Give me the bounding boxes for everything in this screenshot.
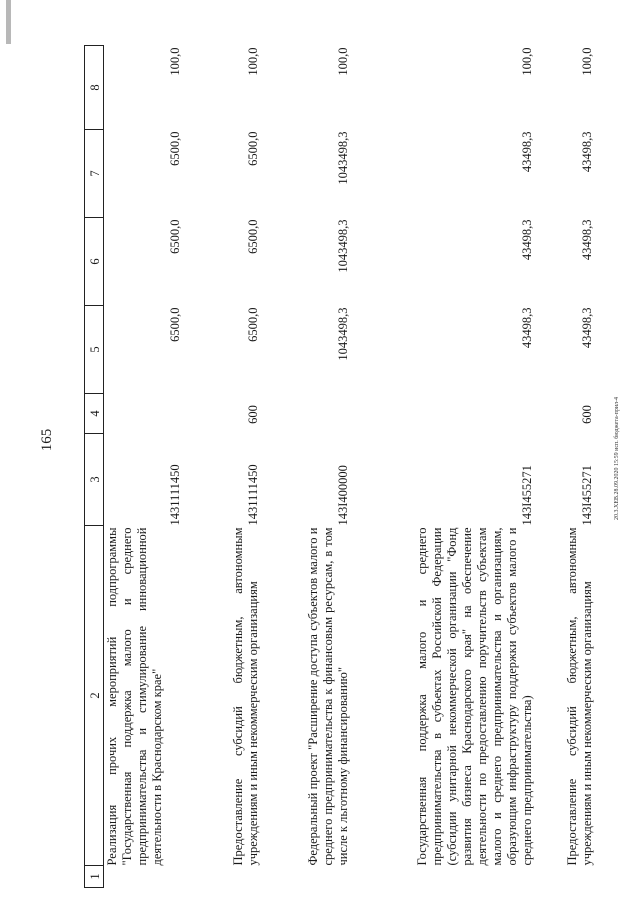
header-col-4: 4 (85, 394, 104, 434)
row-index-cell (536, 866, 596, 888)
budget-table (84, 45, 596, 888)
row-vr-cell (104, 394, 185, 434)
row-col7-cell: 6500,0 (246, 131, 260, 166)
row-name-cell: Федеральный проект "Расширение доступа субъектов малого и среднего предпринимательства к финансовым ресурсам, в том числе к льготному финансированию" (306, 527, 350, 866)
header-col-6: 6 (85, 218, 104, 306)
row-col5-cell: 6500,0 (246, 307, 260, 342)
row-col5-cell: 43498,3 (580, 307, 594, 349)
row-col8-cell: 100,0 (336, 47, 350, 76)
row-col5-cell: 43498,3 (520, 307, 534, 349)
row-index-cell (184, 866, 262, 888)
row-col7-cell: 6500,0 (168, 131, 182, 166)
header-col-3: 3 (85, 434, 104, 526)
row-col6-cell: 6500,0 (246, 219, 260, 254)
row-col8-cell: 100,0 (168, 47, 182, 76)
row-vr-cell: 600 (580, 405, 594, 424)
header-col-8: 8 (85, 46, 104, 130)
row-index-cell (104, 866, 185, 888)
footer-note: 20.3.ХЕВ.28.09.2020 15:59 исп. бюджета-прил-4 (614, 396, 620, 520)
row-name-cell: Предоставление субсидий бюджетным, автономным учреждениям и иным некоммерческим организациям (231, 527, 260, 866)
header-col-1: 1 (85, 866, 104, 888)
row-col5-cell: 6500,0 (168, 307, 182, 342)
scan-edge-mark (6, 0, 11, 44)
row-col6-cell: 6500,0 (168, 219, 182, 254)
table-row (104, 46, 185, 888)
row-name-cell: Предоставление субсидий бюджетным, автономным учреждениям и иным некоммерческим организациям (565, 527, 594, 866)
row-code-cell: 143I455271 (520, 465, 534, 526)
row-col6-cell: 43498,3 (520, 219, 534, 261)
row-index-cell (352, 866, 536, 888)
row-col6-cell: 1043498,3 (336, 219, 350, 273)
row-col8-cell: 100,0 (580, 47, 594, 76)
row-col5-cell: 1043498,3 (336, 307, 350, 361)
header-row (85, 46, 104, 888)
row-code-cell: 1431111450 (168, 464, 182, 526)
row-col7-cell: 43498,3 (520, 131, 534, 173)
row-col8-cell: 100,0 (520, 47, 534, 76)
page-number: 165 (38, 428, 55, 452)
table-row (262, 46, 352, 888)
header-col-7: 7 (85, 130, 104, 218)
row-vr-cell: 600 (246, 405, 260, 424)
row-index-cell (262, 866, 352, 888)
row-col8-cell: 100,0 (246, 47, 260, 76)
row-code-cell: 1431111450 (246, 464, 260, 526)
row-col7-cell: 1043498,3 (336, 131, 350, 185)
table-row (536, 46, 596, 888)
row-name-cell: Реализация прочих мероприятий подпрограммы "Государственная поддержка малого и среднего предпринимательства и стимулирование инновационной деятельности в Краснодарском крае" (105, 527, 164, 866)
table-row (352, 46, 536, 888)
row-code-cell: 143I455271 (580, 465, 594, 526)
table-row (184, 46, 262, 888)
row-vr-cell (262, 394, 352, 434)
row-vr-cell (352, 394, 536, 434)
row-code-cell: 143I400000 (336, 465, 350, 526)
header-col-2: 2 (85, 526, 104, 866)
row-name-cell: Государственная поддержка малого и среднего предпринимательства в субъектах Российской Федерации (субсидии унитарной некоммерческой организации "Фонд развития бизнеса Краснодарского края" на обеспечение деятельности по предоставлению поручительств субъектам малого и среднего предпринимательства и организациям, образующим инфраструктуру поддержки субъектов малого и среднего предпринимательства) (415, 527, 534, 866)
rotated-page-content (84, 46, 604, 888)
row-col6-cell: 43498,3 (580, 219, 594, 261)
row-col7-cell: 43498,3 (580, 131, 594, 173)
header-col-5: 5 (85, 306, 104, 394)
